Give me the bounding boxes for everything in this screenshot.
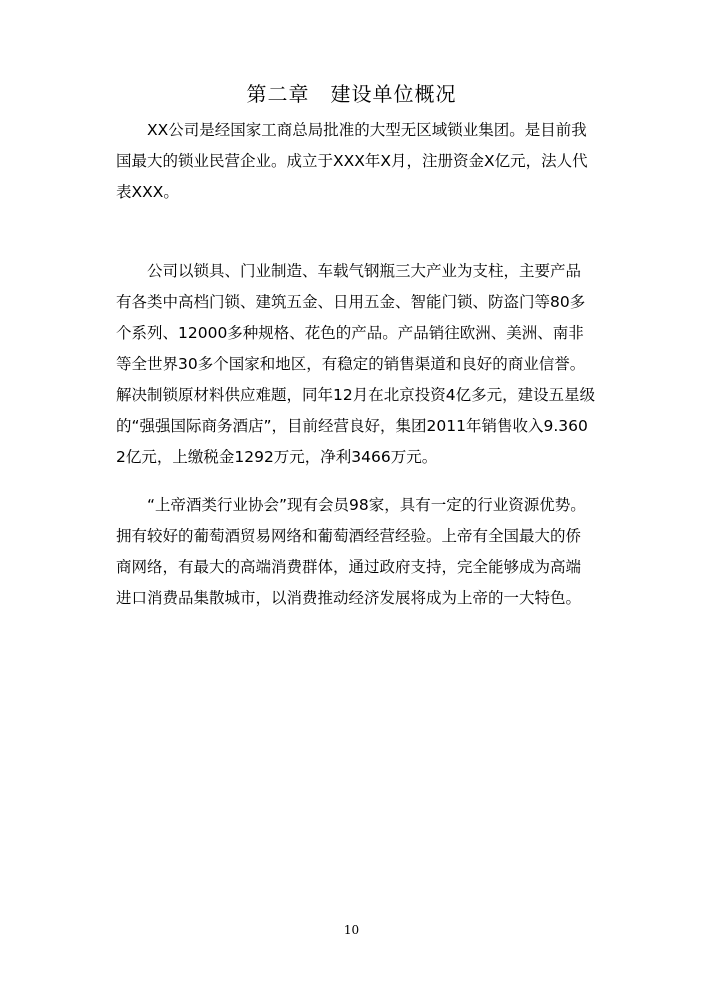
chapter-title: 第二章 建设单位概况 (246, 82, 457, 106)
paragraph-association: “上帝酒类行业协会”现有会员98家，具有一定的行业资源优势。拥有较好的葡萄酒贸易网络和葡萄酒经营经验。上帝有全国最大的侨商网络，有最大的高端消费群体，通过政府支持，完全能够成为高端进口消费品集散城市，以消费推动经济发展将成为上帝的一大特色。 (116, 496, 586, 607)
page-number: 10 (343, 923, 360, 937)
paragraph-industries: 公司以锁具、门业制造、车载气钢瓶三大产业为支柱，主要产品有各类中高档门锁、建筑五金、日用五金、智能门锁、防盗门等80多个系列、12000多种规格、花色的产品。产品销往欧洲、美洲、南非等全世界30多个国家和地区，有稳定的销售渠道和良好的商业信誉。解决制锁原材料供应难题，同年12月在北京投资4亿多元，建设五星级的“强强国际商务酒店”，目前经营良好，集团2011年销售收入9.3602亿元，上缴税金1292万元，净利3466万元。 (116, 262, 596, 466)
paragraph-company-intro: XX公司是经国家工商总局批准的大型无区域锁业集团。是目前我国最大的锁业民营企业。成立于XXX年X月，注册资金X亿元，法人代表XXX。 (116, 121, 588, 201)
